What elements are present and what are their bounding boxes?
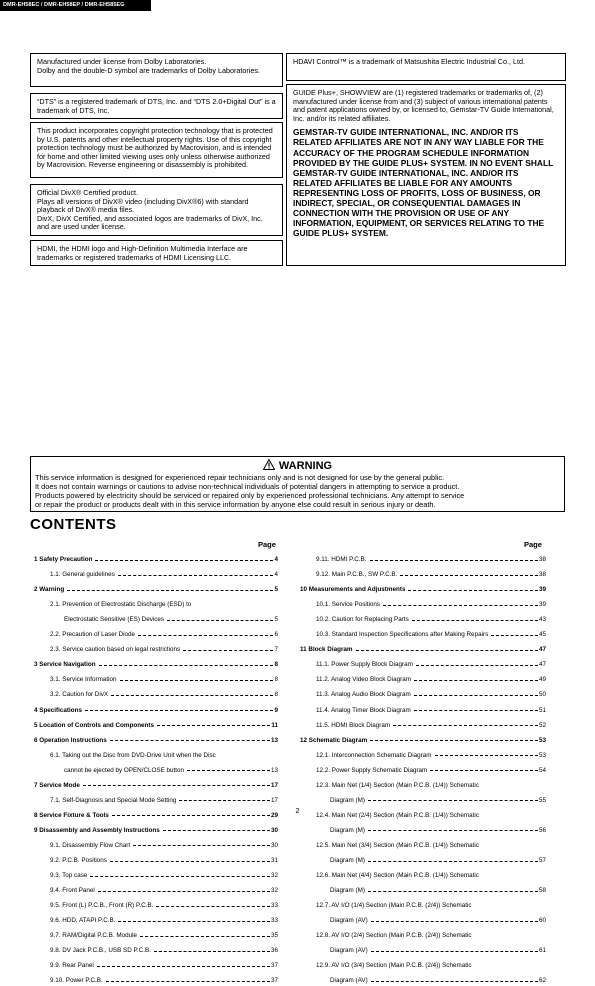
toc-entry-page: 31 xyxy=(270,857,278,864)
toc-entry-page: 39 xyxy=(538,586,546,594)
toc-entry-title: 12.3. Main Net (1/4) Section (Main P.C.B. (1/4)) Schematic xyxy=(316,781,479,789)
toc-leader xyxy=(133,845,270,846)
toc-entry-title: 1.1. General guidelines xyxy=(50,571,115,579)
toc-leader xyxy=(154,951,270,952)
toc-entry-title: 10 Measurements and Adjustments xyxy=(300,586,406,594)
toc-entry[interactable] xyxy=(316,841,546,851)
toc-entry-title: 12.9. AV I/O (3/4) Section (Main P.C.B. (2/4)) Schematic xyxy=(316,962,472,970)
toc-leader xyxy=(95,560,273,561)
toc-entry-page: 8 xyxy=(274,676,278,684)
toc-entry-page: 38 xyxy=(538,571,546,579)
toc-entry-title: 12.6. Main Net (4/4) Section (Main P.C.B. (1/4)) Schematic xyxy=(316,872,479,880)
toc-entry-page: 61 xyxy=(538,947,546,955)
toc-leader xyxy=(179,800,270,801)
toc-entry-page: 37 xyxy=(270,962,278,970)
toc-entry-title: 12 Schematic Diagram xyxy=(300,736,368,744)
toc-entry-title: Diagram (M) xyxy=(330,887,365,895)
toc-leader xyxy=(368,800,538,801)
toc-entry[interactable] xyxy=(34,826,278,836)
toc-leader xyxy=(118,575,274,576)
toc-entry[interactable] xyxy=(64,766,278,776)
notice-text: HDAVI Control™ is a trademark of Matsushita Electric Industrial Co., Ltd. xyxy=(293,57,525,66)
toc-leader xyxy=(110,740,270,741)
toc-entry-page: 32 xyxy=(270,872,278,880)
toc-entry[interactable] xyxy=(50,751,278,761)
toc-leader xyxy=(99,665,274,666)
toc-entry[interactable] xyxy=(50,630,278,640)
toc-entry-page: 45 xyxy=(538,631,546,639)
toc-entry-page: 60 xyxy=(538,917,546,925)
notice-text: Official DivX® Certified product. xyxy=(37,188,139,197)
toc-entry-page: 43 xyxy=(538,616,546,624)
toc-entry-title: 10.2. Caution for Replacing Parts xyxy=(316,616,409,624)
toc-leader xyxy=(414,695,538,696)
toc-entry-title: 11.3. Analog Audio Block Diagram xyxy=(316,691,411,699)
toc-entry[interactable] xyxy=(330,886,546,896)
toc-entry-title: 2.2. Precaution of Laser Diode xyxy=(50,631,136,639)
toc-entry-title: 6.1. Taking out the Disc from DVD-Drive Unit when the Disc xyxy=(50,751,216,759)
toc-entry[interactable] xyxy=(300,645,546,655)
notice-text: This product incorporates copyright protection technology that is protected by U.S. patents and other intellectual property rights. Use of this copyright protection technology must be authorized by Macrovision, and is intended for home and other limited viewing uses only unless otherwise authorized by Macrovision. Reverse engineering or disassembly is prohibited. xyxy=(37,126,273,170)
toc-entry[interactable] xyxy=(50,570,278,580)
model-header: DMR-EH58EC / DMR-EH58EP / DMR-EH585EG xyxy=(0,0,151,11)
toc-entry[interactable] xyxy=(50,675,278,685)
toc-leader xyxy=(368,861,538,862)
toc-entry-title: 9.10. Power P.C.B. xyxy=(50,977,103,985)
toc-entry[interactable] xyxy=(330,976,546,986)
toc-entry-page: 29 xyxy=(270,811,278,819)
toc-leader xyxy=(393,725,538,726)
toc-leader xyxy=(138,635,273,636)
toc-entry-page: 13 xyxy=(270,736,278,744)
toc-entry-title: Diagram (AV) xyxy=(330,947,368,955)
toc-entry-page: 35 xyxy=(270,932,278,940)
toc-entry-page: 37 xyxy=(270,977,278,985)
toc-entry-page: 33 xyxy=(270,917,278,925)
toc-entry[interactable] xyxy=(34,781,278,791)
toc-entry-page: 50 xyxy=(538,691,546,699)
toc-entry-title: 2.3. Service caution based on legal restrictions xyxy=(50,646,181,654)
toc-entry-title: 7 Service Mode xyxy=(34,781,80,789)
toc-entry-page: 30 xyxy=(270,841,278,849)
notice-text: GUIDE Plus+, SHOWVIEW are (1) registered trademarks or trademarks of, (2) manufactured under license from and (3) subject of various international patents and patent applications owned by, or licensed to, Gemstar-TV Guide International, Inc. and/or its related affiliates. xyxy=(293,88,554,123)
toc-entry[interactable] xyxy=(50,796,278,806)
toc-leader xyxy=(368,891,538,892)
toc-entry-page: 47 xyxy=(538,661,546,669)
toc-entry-page: 32 xyxy=(270,887,278,895)
toc-entry[interactable] xyxy=(50,946,278,956)
toc-entry-page: 56 xyxy=(538,826,546,834)
warning-line: or repair the product or products dealt with in this service information by anyone else could result in serious injury or death. xyxy=(35,500,436,509)
toc-leader xyxy=(400,575,538,576)
toc-entry[interactable] xyxy=(50,690,278,700)
toc-entry-title: 3.1. Service Information xyxy=(50,676,117,684)
toc-entry[interactable] xyxy=(330,856,546,866)
toc-leader xyxy=(83,785,270,786)
toc-entry-title: 9.7. RAM/Digital P.C.B. Module xyxy=(50,932,138,940)
toc-entry-title: 3.2. Caution for DivX xyxy=(50,691,109,699)
toc-entry-title: 9.9. Rear Panel xyxy=(50,962,94,970)
toc-leader xyxy=(167,620,273,621)
toc-leader xyxy=(156,906,270,907)
toc-entry[interactable] xyxy=(316,690,546,700)
toc-entry-title: 10.3. Standard Inspection Specifications after Making Repairs xyxy=(316,631,489,639)
toc-entry-page: 39 xyxy=(538,601,546,609)
toc-entry-page: 33 xyxy=(270,902,278,910)
toc-leader xyxy=(187,770,270,771)
toc-leader xyxy=(120,680,274,681)
toc-entry[interactable] xyxy=(50,886,278,896)
toc-entry[interactable] xyxy=(316,766,546,776)
toc-entry-title: 9.4. Front Panel xyxy=(50,887,95,895)
toc-entry-title: 11.1. Power Supply Block Diagram xyxy=(316,661,413,669)
toc-entry-title: 9 Disassembly and Assembly Instructions xyxy=(34,826,160,834)
toc-entry[interactable] xyxy=(316,781,546,791)
notice-text: HDMI, the HDMI logo and High-Definition Multimedia Interface are trademarks or registered trademarks of HDMI Licensing LLC. xyxy=(37,244,248,262)
toc-entry-page: 8 xyxy=(274,691,278,699)
toc-entry[interactable] xyxy=(50,961,278,971)
toc-entry-title: 3 Service Navigation xyxy=(34,661,96,669)
toc-entry[interactable] xyxy=(50,856,278,866)
toc-entry[interactable] xyxy=(50,600,278,610)
warning-line: Products powered by electricity should be serviced or repaired only by experienced professional technicians. Any attempt to service xyxy=(35,491,465,500)
warning-title-text: WARNING xyxy=(278,460,333,472)
toc-entry-page: 13 xyxy=(270,766,278,774)
warning-triangle-icon xyxy=(263,459,275,470)
toc-entry-page: 4 xyxy=(274,556,278,563)
toc-entry[interactable] xyxy=(330,946,546,956)
toc-entry-title: 11.5. HDMI Block Diagram xyxy=(316,721,391,729)
toc-entry-page: 52 xyxy=(538,721,546,729)
toc-leader xyxy=(110,861,270,862)
toc-leader xyxy=(183,650,273,651)
toc-entry-page: 7 xyxy=(274,646,278,654)
toc-entry-page: 30 xyxy=(270,826,278,834)
toc-entry-title: 9.2. P.C.B. Positions xyxy=(50,857,107,864)
warning-title xyxy=(31,457,564,473)
toc-leader xyxy=(111,695,273,696)
toc-entry-page: 57 xyxy=(538,857,546,864)
toc-entry-title: 9.8. DV Jack P.C.B., USB SD P.C.B. xyxy=(50,947,151,955)
warning-body xyxy=(31,473,564,509)
toc-entry-title: 9.6. HDD, ATAPI P.C.B. xyxy=(50,917,116,925)
gemstar-disclaimer: GEMSTAR-TV GUIDE INTERNATIONAL, INC. AND/OR ITS RELATED AFFILIATES ARE NOT IN ANY WAY LIABLE FOR THE ACCURACY OF THE PROGRAM SCHEDULE INFORMATION PROVIDED BY THE GUIDE PLUS+ SYSTEM. IN NO EVENT SHALL GEMSTAR-TV GUIDE INTERNATIONAL, INC. AND/OR ITS RELATED AFFILIATES BE LIABLE FOR ANY AMOUNTS REPRESENTING LOSS OF PROFITS, LOSS OF BUSINESS, OR INDIRECT, SPECIAL, OR CONSEQUENTIAL DAMAGES IN CONNECTION WITH THE PROVISION OR USE OF ANY INFORMATION, EQUIPMENT, OR SERVICES RELATING TO THE GUIDE PLUS+ SYSTEM. xyxy=(293,127,554,239)
toc-entry[interactable] xyxy=(316,961,546,971)
toc-leader xyxy=(90,876,270,877)
toc-entry[interactable] xyxy=(316,615,546,625)
toc-entry[interactable] xyxy=(34,706,278,716)
toc-entry-title: 10.1. Service Positions xyxy=(316,601,381,609)
toc-entry-title: Diagram (M) xyxy=(330,857,365,864)
toc-entry[interactable] xyxy=(34,555,278,565)
notice-text: “DTS” is a registered trademark of DTS, Inc. and “DTS 2.0+Digital Out” is a trademark of DTS, Inc. xyxy=(37,97,276,115)
toc-leader xyxy=(106,981,270,982)
toc-entry[interactable] xyxy=(316,660,546,670)
toc-leader xyxy=(412,620,538,621)
toc-entry[interactable] xyxy=(50,871,278,881)
toc-entry[interactable] xyxy=(64,615,278,625)
dolby-notice xyxy=(30,53,283,87)
toc-entry-page: 53 xyxy=(538,736,546,744)
toc-entry[interactable] xyxy=(316,600,546,610)
toc-leader xyxy=(356,650,538,651)
contents-title: CONTENTS xyxy=(30,516,117,533)
toc-leader xyxy=(97,966,270,967)
toc-entry[interactable] xyxy=(316,871,546,881)
toc-entry-title: 12.5. Main Net (3/4) Section (Main P.C.B. (1/4)) Schematic xyxy=(316,841,479,849)
toc-entry-title: 8 Service Fixture & Tools xyxy=(34,811,109,819)
toc-entry[interactable] xyxy=(316,721,546,731)
toc-entry-page: 55 xyxy=(538,796,546,804)
toc-entry[interactable] xyxy=(50,901,278,911)
toc-entry[interactable] xyxy=(316,751,546,761)
toc-entry[interactable] xyxy=(316,675,546,685)
toc-leader xyxy=(491,635,538,636)
right-page-heading: Page xyxy=(524,540,542,549)
toc-entry-title: 12.4. Main Net (2/4) Section (Main P.C.B. (1/4)) Schematic xyxy=(316,811,479,819)
toc-entry-title: 11.2. Analog Video Block Diagram xyxy=(316,676,411,684)
toc-entry-page: 9 xyxy=(274,706,278,714)
notice-text: Dolby and the double-D symbol are trademarks of Dolby Laboratories. xyxy=(37,65,260,75)
toc-leader xyxy=(67,590,273,591)
macrovision-notice xyxy=(30,122,283,178)
toc-entry[interactable] xyxy=(316,570,546,580)
notice-text: Plays all versions of DivX® video (including DivX®6) with standard playback of DivX® media files. xyxy=(37,196,249,215)
toc-leader xyxy=(157,725,270,726)
toc-entry-title: 12.1. Interconnection Schematic Diagram xyxy=(316,751,432,759)
toc-leader xyxy=(371,951,538,952)
toc-entry-page: 6 xyxy=(274,631,278,639)
guideplus-notice xyxy=(286,84,566,266)
notice-text: Manufactured under license from Dolby Laboratories. xyxy=(37,57,207,66)
toc-entry-title: 2.1. Prevention of Electrostatic Discharge (ESD) to xyxy=(50,601,192,609)
toc-entry-page: 17 xyxy=(270,781,278,789)
toc-entry[interactable] xyxy=(50,645,278,655)
toc-entry-page: 8 xyxy=(274,661,278,669)
toc-entry-title: Electrostatic Sensitive (ES) Devices xyxy=(64,616,165,624)
toc-entry-title: 9.5. Front (L) P.C.B., Front (R) P.C.B. xyxy=(50,902,154,910)
warning-box xyxy=(30,456,565,512)
toc-leader xyxy=(416,665,538,666)
toc-entry[interactable] xyxy=(50,841,278,851)
toc-entry-page: 49 xyxy=(538,676,546,684)
toc-entry[interactable] xyxy=(50,976,278,986)
dts-notice xyxy=(30,93,283,119)
toc-leader xyxy=(163,830,270,831)
toc-entry[interactable] xyxy=(330,916,546,926)
toc-entry-title: 9.1. Disassembly Flow Chart xyxy=(50,841,131,849)
warning-line: It does not contain warnings or cautions to advise non-technical individuals of potential dangers in attempting to service a product. xyxy=(35,482,460,491)
toc-entry-title: Diagram (M) xyxy=(330,826,365,834)
toc-entry-title: 11 Block Diagram xyxy=(300,646,353,654)
toc-entry-page: 53 xyxy=(538,751,546,759)
toc-leader xyxy=(140,936,270,937)
page-number: 2 xyxy=(295,806,300,815)
divx-notice xyxy=(30,184,283,236)
toc-leader xyxy=(98,891,270,892)
toc-entry-page: 38 xyxy=(538,556,546,563)
toc-entry-page: 5 xyxy=(274,586,278,594)
toc-entry[interactable] xyxy=(34,721,278,731)
toc-entry[interactable] xyxy=(34,660,278,670)
toc-entry[interactable] xyxy=(50,931,278,941)
toc-entry-title: 7.1. Self-Diagnosis and Special Mode Setting xyxy=(50,796,177,804)
toc-entry-title: 9.12. Main P.C.B., SW P.C.B. xyxy=(316,571,398,579)
toc-entry-title: 11.4. Analog Timer Block Diagram xyxy=(316,706,411,714)
toc-entry-title: 4 Specifications xyxy=(34,706,82,714)
toc-entry-page: 5 xyxy=(274,616,278,624)
toc-entry-title: Diagram (AV) xyxy=(330,977,368,985)
toc-entry-title: 12.8. AV I/O (2/4) Section (Main P.C.B. (2/4)) Schematic xyxy=(316,932,472,940)
hdavi-notice xyxy=(286,53,566,81)
toc-entry-title: Diagram (M) xyxy=(330,796,365,804)
toc-entry-title: 12.2. Power Supply Schematic Diagram xyxy=(316,766,428,774)
toc-leader xyxy=(370,740,538,741)
toc-leader xyxy=(368,830,538,831)
toc-entry-page: 51 xyxy=(538,706,546,714)
toc-leader xyxy=(112,815,270,816)
warning-line: This service information is designed for experienced repair technicians only and is not designed for use by the general public. xyxy=(35,473,445,482)
toc-entry[interactable] xyxy=(300,736,546,746)
toc-leader xyxy=(435,755,538,756)
hdmi-notice xyxy=(30,240,283,266)
toc-entry-page: 54 xyxy=(538,766,546,774)
toc-entry-page: 4 xyxy=(274,571,278,579)
toc-entry-title: 12.7. AV I/O (1/4) Section (Main P.C.B. (2/4)) Schematic xyxy=(316,902,472,910)
toc-entry-page: 36 xyxy=(270,947,278,955)
toc-leader xyxy=(370,560,538,561)
toc-entry[interactable] xyxy=(316,706,546,716)
toc-entry[interactable] xyxy=(316,901,546,911)
toc-entry[interactable] xyxy=(316,630,546,640)
toc-entry[interactable] xyxy=(330,826,546,836)
toc-entry-title: 2 Warning xyxy=(34,586,65,594)
toc-entry[interactable] xyxy=(316,555,546,565)
toc-entry-page: 47 xyxy=(538,646,546,654)
toc-entry-title: cannot be ejected by OPEN/CLOSE button xyxy=(64,766,185,774)
toc-leader xyxy=(430,770,538,771)
toc-entry-page: 17 xyxy=(270,796,278,804)
toc-entry[interactable] xyxy=(330,796,546,806)
toc-entry-page: 11 xyxy=(271,721,278,729)
toc-entry[interactable] xyxy=(34,736,278,746)
toc-entry-title: 5 Location of Controls and Components xyxy=(34,721,154,729)
toc-entry[interactable] xyxy=(50,916,278,926)
toc-leader xyxy=(371,981,538,982)
toc-entry-title: 9.3. Top case xyxy=(50,872,88,880)
toc-entry-title: Diagram (AV) xyxy=(330,917,368,925)
toc-leader xyxy=(408,590,538,591)
left-page-heading: Page xyxy=(258,540,276,549)
toc-entry-title: 1 Safety Precaution xyxy=(34,556,93,563)
toc-entry-page: 58 xyxy=(538,887,546,895)
toc-entry-page: 62 xyxy=(538,977,546,985)
toc-leader xyxy=(414,680,538,681)
toc-entry[interactable] xyxy=(34,585,278,595)
toc-entry-title: 6 Operation Instructions xyxy=(34,736,107,744)
toc-leader xyxy=(85,710,274,711)
toc-entry[interactable] xyxy=(316,931,546,941)
toc-leader xyxy=(118,921,270,922)
toc-leader xyxy=(414,710,538,711)
toc-leader xyxy=(383,605,538,606)
notice-text: DivX, DivX Certified, and associated logos are trademarks of DivX, Inc. and are used under license. xyxy=(37,213,263,232)
toc-entry-title: 9.11. HDMI P.C.B. xyxy=(316,556,367,563)
toc-leader xyxy=(371,921,538,922)
toc-entry[interactable] xyxy=(300,585,546,595)
